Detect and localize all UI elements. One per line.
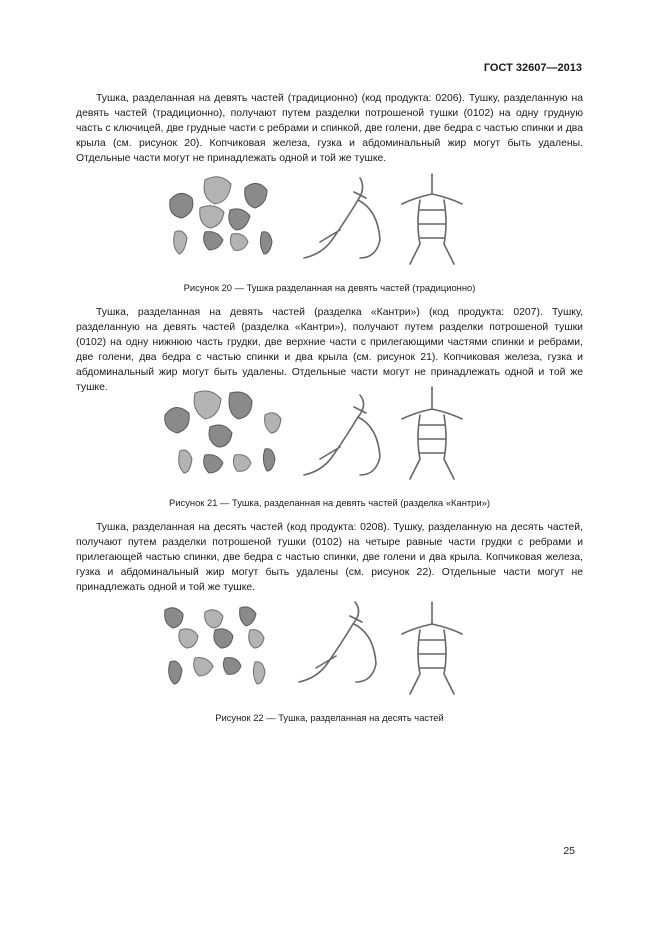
carcass-side-view-image: [304, 395, 380, 475]
carcass-pieces-image: [165, 391, 281, 473]
figure-22: [150, 600, 480, 700]
caption-figure-22: Рисунок 22 — Тушка, разделанная на десять частей: [215, 712, 444, 723]
carcass-pieces-image: [170, 177, 272, 254]
figure-21: [150, 385, 480, 485]
carcass-skeleton-image: [402, 387, 462, 479]
carcass-skeleton-image: [402, 174, 462, 264]
standard-header: ГОСТ 32607—2013: [483, 62, 582, 74]
caption-figure-21: Рисунок 21 — Тушка, разделанная на девять частей (разделка «Кантри»): [169, 497, 490, 508]
carcass-skeleton-image: [402, 602, 462, 694]
paragraph-traditional: Тушка, разделанная на девять частей (традиционно) (код продукта: 0206). Тушку, разделанную на девять частей (традиционно), получают путем разделки потрошеной тушки (0102) на одну грудную часть с ключицей, две грудные части с ребрами и спинкой, две голени, две бедра с частью спинки и два крыла (см. рисунок 20). Копчиковая железа, гузка и абдоминальный жир могут быть удалены. Отдельные части могут не принадлежать одной и той же тушке.: [76, 93, 583, 164]
figure-20: [150, 170, 480, 270]
caption-figure-20: Рисунок 20 — Тушка разделанная на девять частей (традиционно): [183, 282, 476, 293]
carcass-pieces-image: [165, 607, 265, 684]
carcass-side-view-image: [299, 602, 376, 682]
paragraph-ten-parts: Тушка, разделанная на десять частей (код продукта: 0208). Тушку, разделанную на десять частей, получают путем разделки потрошеной тушки (0102) на четыре равные части грудки с ребрами и прилегающей частью спинки, две бедра с частью спинки, две голени и два крыла. Копчиковая железа, гузка и абдоминальный жир могут быть удалены (см. рисунок 22). Отдельные части могут не принадлежать одной и той же тушке.: [76, 522, 583, 593]
paragraph-country: Тушка, разделанная на девять частей (разделка «Кантри») (код продукта: 0207). Тушку, разделанную на девять частей (разделка «Кантри»), получают путем разделки потрошеной тушки (0102) на одну нижнюю часть грудки, две верхние части с прилегающими частями спинки и ребрами, две голени, два бедра с частью спинки и два крыла (см. рисунок 21). Копчиковая железа, гузка и абдоминальный жир могут быть удалены. Отдельные части могут не принадлежать одной и той же тушке.: [76, 307, 583, 393]
carcass-side-view-image: [304, 178, 380, 258]
page-number: 25: [563, 845, 575, 857]
